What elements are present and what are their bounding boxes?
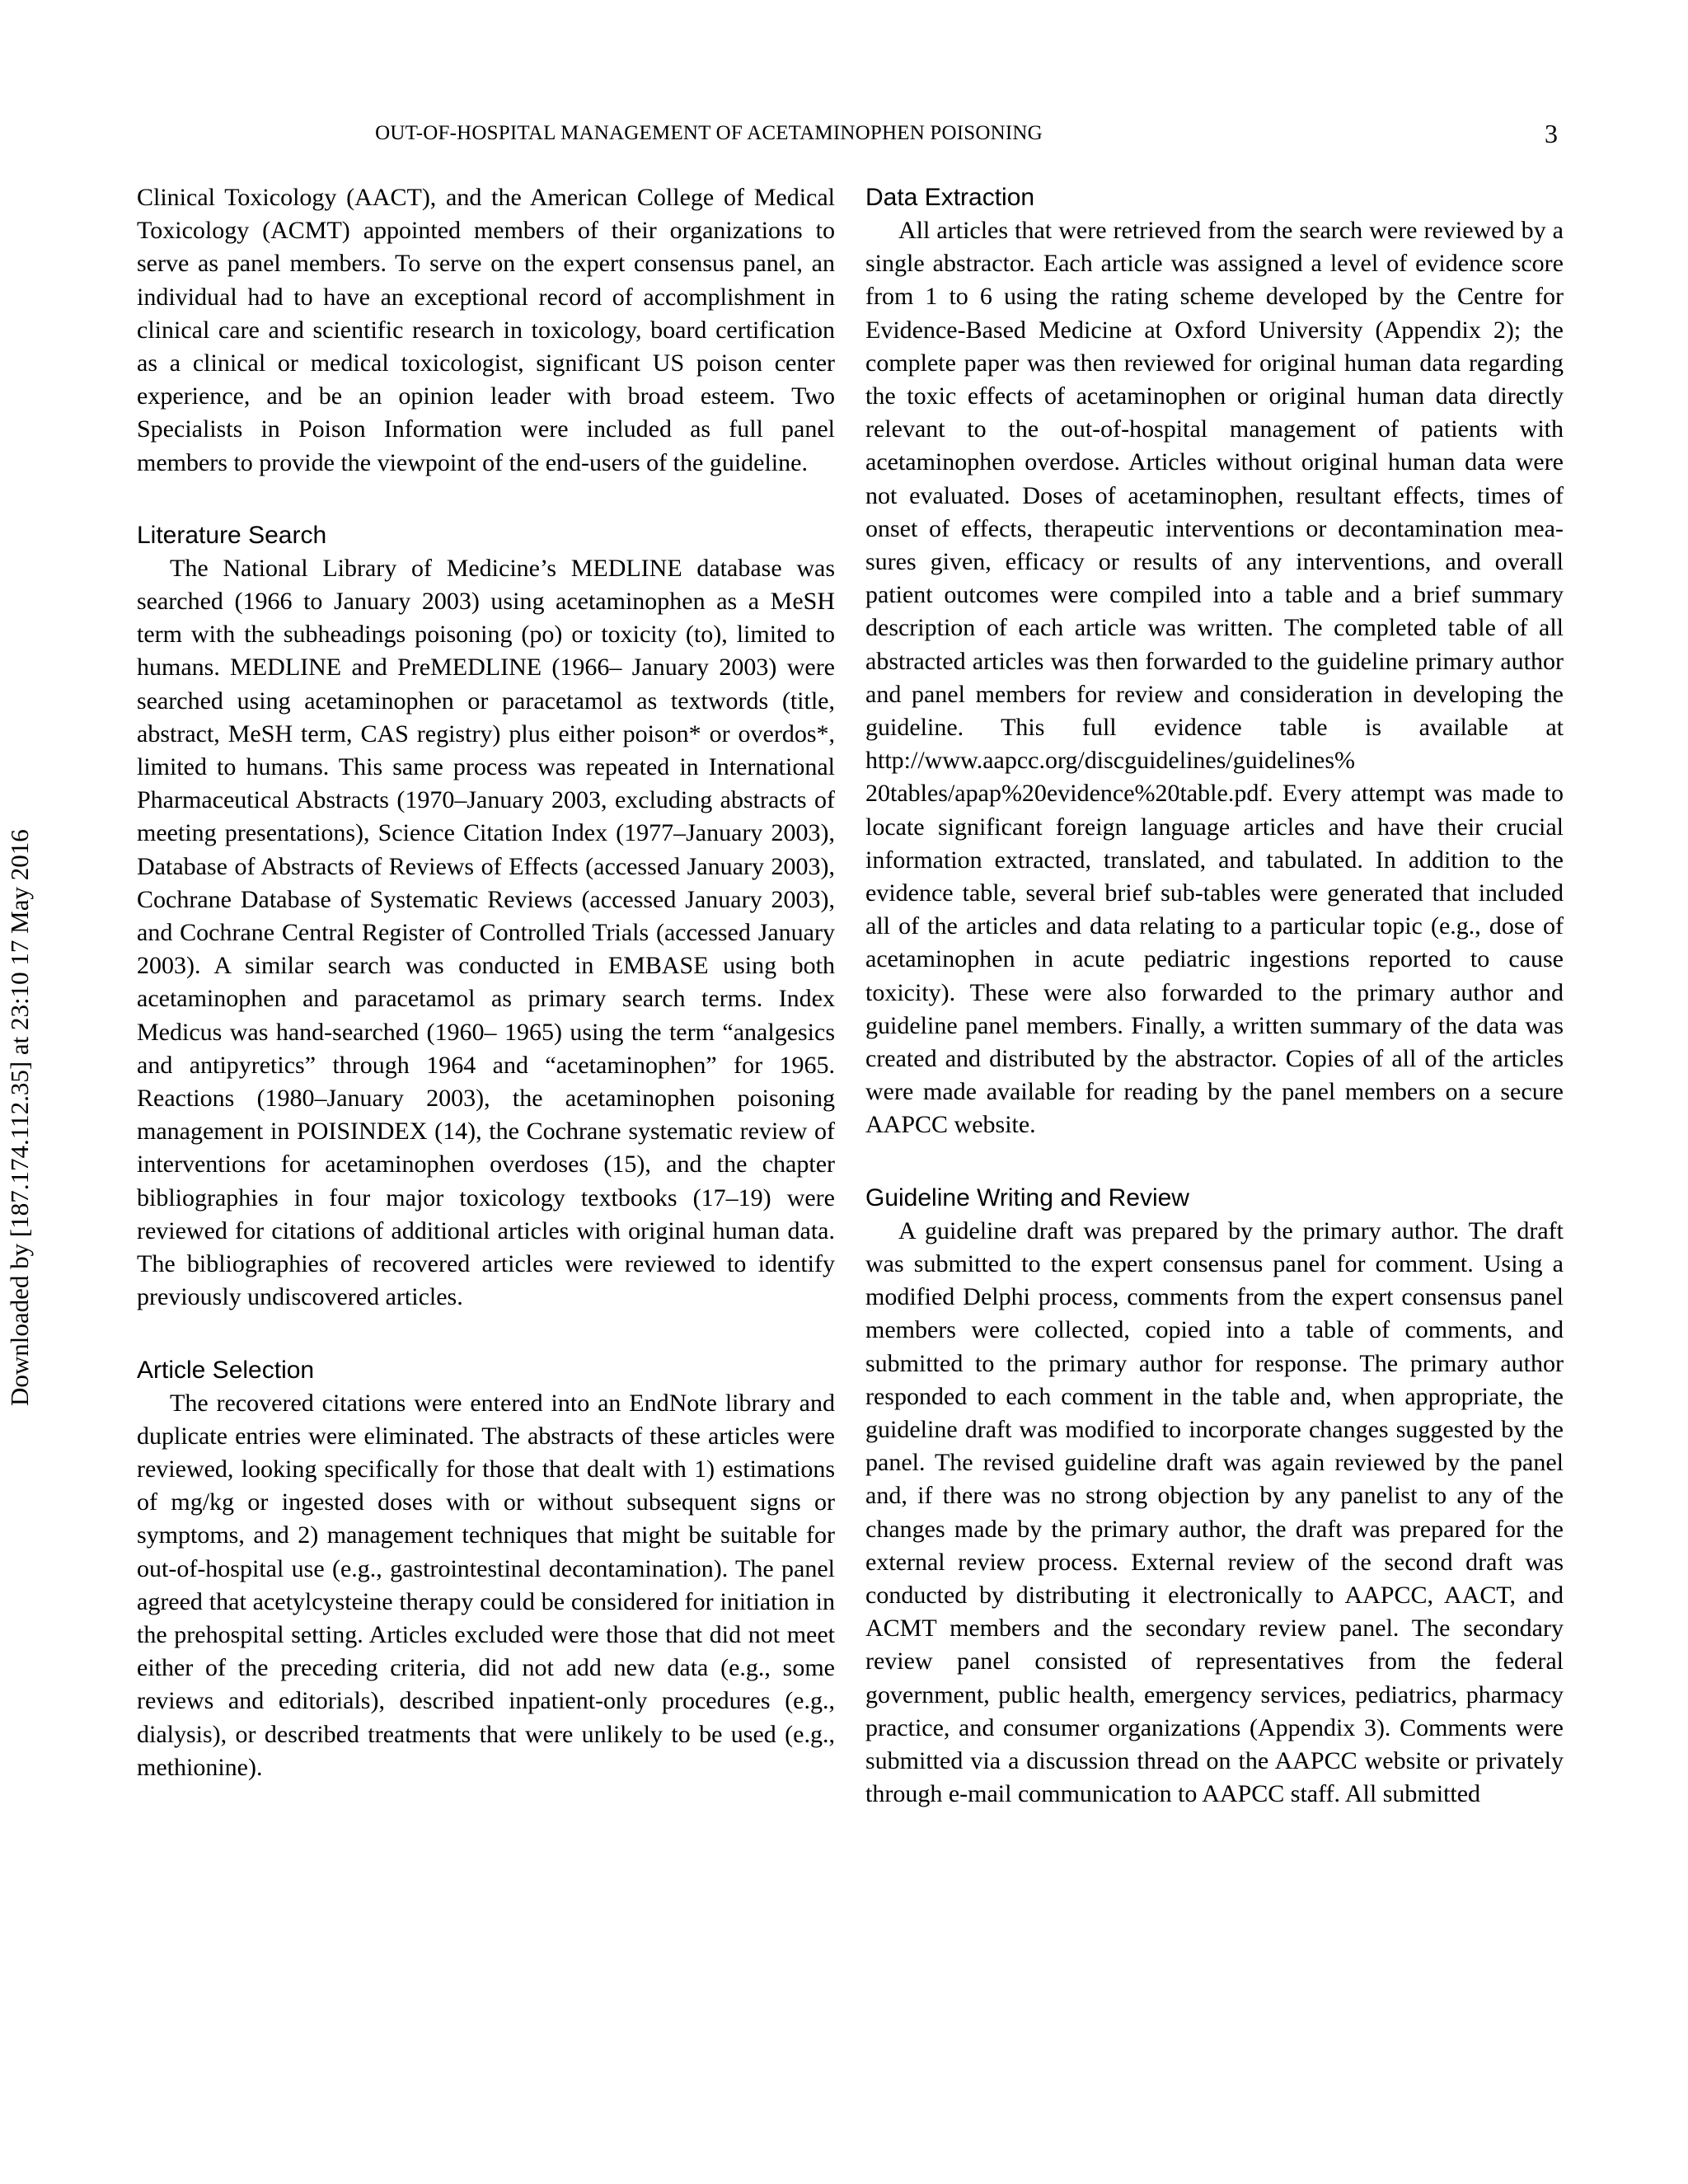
article-selection-paragraph: The recovered citations were entered into an EndNote library and duplicate entries were eliminated. The abstracts of these articles were reviewed, looking specifically for those that dealt with 1) estimations of mg/kg or ingested doses with or without subsequent signs or symptoms, and 2) management techniques that might be suitable for out-of-hospital use (e.g., gastrointestinal decontamination). The panel agreed that acetylcysteine therapy could be considered for initiation in the prehospital setting. Articles excluded were those that did not meet either of the preceding criteria, did not add new data (e.g., some reviews and editorials), described inpatient-only procedures (e.g., dialysis), or described treatments that were unlikely to be used (e.g., methionine). — [137, 1389, 835, 1781]
section-gap — [137, 480, 835, 519]
literature-search-paragraph: The National Library of Medicine’s MEDLINE database was searched (1966 to January 2003) using acetaminophen as a MeSH term with the subheadings poisoning (po) or toxicity (to), limited to humans. MEDLINE and PreMEDLINE (1966– January 2003) were searched using acetaminophen or paracetamol as textwords (title, abstract, MeSH term, CAS registry) plus either poison* or overdos*, limited to humans. This same process was repeated in International Pharmaceutical Abstracts (1970–January 2003, excluding abstracts of meeting presentations), Science Citation Index (1977–January 2003), Database of Abstracts of Reviews of Effects (accessed January 2003), Cochrane Database of Systematic Reviews (accessed January 2003), and Cochrane Central Register of Controlled Trials (accessed January 2003). A similar search was conducted in EMBASE using both acetaminophen and paracetamol as primary search terms. Index Medicus was hand-searched (1960– 1965) using the term “analgesics and antipyretics” through 1964 and “acetaminophen” for 1965. Reactions (1980–January 2003), the acetaminophen poisoning management in POISINDEX (14), the Cochrane systematic review of interventions for acetaminophen overdoses (15), and the chapter bibliographies in four major toxicology textbooks (17–19) were reviewed for citations of additional articles with original human data. The bibliographies of recovered articles were reviewed to identify previously undiscovered articles. — [137, 554, 835, 1311]
intro-paragraph: Clinical Toxicology (AACT), and the American College of Medical Toxicology (ACMT) appointed members of their organizations to serve as panel members. To serve on the expert consensus panel, an individual had to have an exceptional record of accomplishment in clinical care and scientific research in toxicology, board certification as a clinical or medical toxicologist, significant US poison center experience, and be an opinion leader with broad esteem. Two Specialists in Poison Information were included as full panel members to provide the viewpoint of the end-users of the guideline. — [137, 184, 835, 476]
right-column — [865, 181, 1564, 1811]
running-head: OUT-OF-HOSPITAL MANAGEMENT OF ACETAMINOPHEN POISONING — [375, 122, 1043, 144]
guideline-writing-paragraph: A guideline draft was prepared by the primary author. The draft was submitted to the expert consensus panel for comment. Using a modified Delphi process, comments from the expert consensus panel members were collected, copied into a table of comments, and submitted to the primary author for response. The primary author responded to each comment in the table and, when appropriate, the guideline draft was modified to incorporate changes suggested by the panel. The revised guideline draft was again reviewed by the panel and, if there was no strong objection by any panelist to any of the changes made by the primary author, the draft was prepared for the external review process. External review of the second draft was conducted by distributing it electronically to AAPCC, AACT, and ACMT members and the secondary review panel. The secondary review panel consisted of representatives from the federal government, public health, emergency services, pediatrics, pharmacy practice, and consumer organizations (Appendix 3). Comments were submitted via a discussion thread on the AAPCC website or privately through e-mail communication to AAPCC staff. All submitted — [865, 1216, 1564, 1808]
data-extraction-heading: Data Extraction — [865, 184, 1035, 211]
literature-search-heading: Literature Search — [137, 521, 327, 549]
section-gap — [865, 1142, 1564, 1182]
download-stamp: Downloaded by [187.174.112.35] at 23:10 17 May 2016 — [5, 829, 34, 1406]
guideline-writing-heading: Guideline Writing and Review — [865, 1183, 1189, 1212]
left-column — [137, 181, 835, 1784]
section-gap — [137, 1315, 835, 1354]
data-extraction-paragraph: All articles that were retrieved from the search were reviewed by a single abstractor. Each article was assigned a level of evidence score from 1 to 6 using the rating scheme developed by the Centre for Evidence-Based Medicine at Oxford University (Appendix 2); the complete paper was then reviewed for original human data regarding the toxic effects of acetaminophen or original human data directly relevant to the out-of-hospital management of patients with acetaminophen overdose. Articles without original human data were not evaluated. Doses of acetaminophen, resultant effects, times of onset of effects, therapeutic interventions or decontamination measures given, efficacy or results of any interventions, and overall patient outcomes were compiled into a table and a brief summary description of each article was written. The completed table of all abstracted articles was then forwarded to the guideline primary author and panel members for review and consideration in developing the guideline. This full evidence table is available at http://www.aapcc.org/discguidelines/guidelines%​20tables/apap%20evidence%20table.pdf. Every attempt was made to locate significant foreign language articles and have their crucial information extracted, translated, and tabulated. In addition to the evidence table, several brief sub-tables were generated that included all of the articles and data relating to a particular topic (e.g., dose of acetaminophen in acute pediatric ingestions reported to cause toxicity). These were also forwarded to the primary author and guideline panel members. Finally, a written summary of the data was created and distributed by the abstractor. Copies of all of the articles were made available for reading by the panel members on a secure AAPCC website. — [865, 217, 1564, 1139]
page-number: 3 — [1545, 119, 1558, 148]
article-selection-heading: Article Selection — [137, 1356, 315, 1384]
